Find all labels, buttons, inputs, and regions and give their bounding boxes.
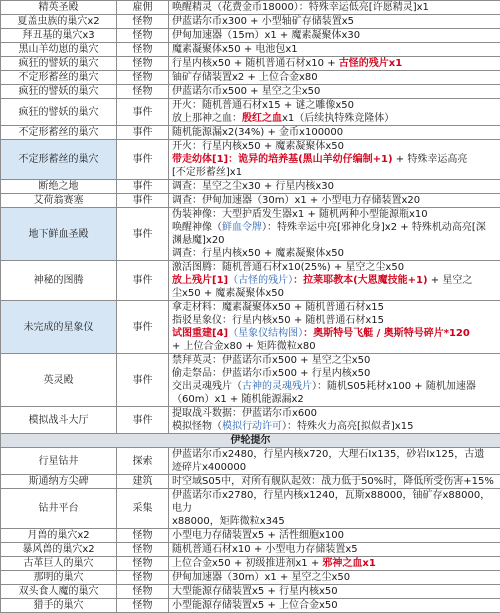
description-text: 伪装神像：大型护盾发生器x1 + 随机两种小型能源瓶x10	[172, 209, 428, 220]
reward-description-cell	[169, 43, 500, 57]
description-text: 调查：行星内核x50 + 魔素凝聚体x50	[172, 248, 344, 259]
location-name-cell: 双头食人魔的巢穴	[1, 585, 117, 599]
description-text: 开火：行星内核x50 + 魔素凝聚体x50	[172, 141, 344, 152]
description-text: 唤醒神像（	[172, 222, 222, 233]
location-type-cell: 怪物	[117, 29, 169, 43]
reward-description-cell	[169, 301, 500, 354]
table-row	[1, 194, 500, 208]
reward-description-cell	[169, 599, 500, 613]
table-row	[1, 126, 500, 140]
reward-description-cell	[169, 571, 500, 585]
description-text: 魔素凝聚体x50 + 电池包x1	[172, 44, 298, 55]
description-text: + 星空之	[428, 275, 473, 286]
reward-description-cell	[169, 489, 500, 529]
highlighted-text: 模拟行动许可	[222, 421, 282, 432]
reward-description-cell	[169, 85, 500, 99]
table-row	[1, 585, 500, 599]
location-type-cell: 怪物	[117, 57, 169, 71]
table-row	[1, 208, 500, 261]
location-name-cell: 夏盖虫族的巢穴x2	[1, 15, 117, 29]
description-text: 尘x50 + 魔素凝聚体x50	[172, 288, 284, 299]
location-type-cell: 怪物	[117, 85, 169, 99]
location-name-cell: 英灵殿	[1, 354, 117, 407]
description-text: 小型能源存储装置x5 + 上位合金x50	[172, 600, 338, 611]
description-text: 伊蓝诺尔币x300 + 小型轴矿存储装置x5	[172, 16, 354, 27]
location-type-cell: 事件	[117, 354, 169, 407]
reward-description-cell	[169, 57, 500, 71]
table-row	[1, 448, 500, 475]
table-row	[1, 571, 500, 585]
reward-description-cell	[169, 261, 500, 301]
location-type-cell: 事件	[117, 194, 169, 208]
highlighted-text: 邪神之血x1	[322, 558, 375, 569]
description-text: 铀矿存储装置x2 + 上位合金x80	[172, 72, 318, 83]
description-text: 提取战斗数据：伊蓝诺尔币x600	[172, 408, 317, 419]
description-text: 调查：伊甸加速器（30m）x1 + 小型电力存储装置x20	[172, 195, 420, 206]
table-row	[1, 529, 500, 543]
location-type-cell: 事件	[117, 126, 169, 140]
section-header-row	[1, 434, 500, 448]
description-text: 伊蓝诺尔币x2480，行星内核x720，大理石Ⅰx135，砂岩Ⅰx125，古遗	[172, 449, 484, 460]
reward-description-cell	[169, 71, 500, 85]
reward-description-cell	[169, 180, 500, 194]
description-text: ）：特殊火力高亮[拟似者]x15	[282, 421, 413, 432]
description-text: + 特殊幸运高亮	[393, 154, 468, 165]
location-name-cell: 猎手的巢穴	[1, 599, 117, 613]
location-type-cell: 怪物	[117, 71, 169, 85]
table-row	[1, 599, 500, 613]
location-name-cell: 精英圣殿	[1, 1, 117, 15]
description-text: 随机能源漏x2(34%) + 金币x100000	[172, 127, 343, 138]
location-type-cell: 怪物	[117, 585, 169, 599]
location-type-cell: 怪物	[117, 543, 169, 557]
table-row	[1, 71, 500, 85]
description-text: 开火：随机普通石材x15 + 谜之雕像x50	[172, 100, 354, 111]
reward-description-cell	[169, 194, 500, 208]
location-name-cell: 拜丑基的巢穴x3	[1, 29, 117, 43]
table-row	[1, 354, 500, 407]
location-type-cell: 事件	[117, 407, 169, 434]
table-row	[1, 29, 500, 43]
reward-description-cell	[169, 407, 500, 434]
description-text: 小型电力存储装置x5 + 活性细胞x100	[172, 530, 344, 541]
description-text: 大型能源存储装置x5 + 行星内核x50	[172, 586, 338, 597]
description-text: 伊甸加速器（30m）x1 + 星空之尘x50	[172, 572, 350, 583]
description-text: 偷走祭品：伊蓝诺尔币x500 + 行星内核x50	[172, 368, 370, 379]
location-name-cell: 疯狂的譬妖的巢穴	[1, 85, 117, 99]
location-name-cell: 行星钻井	[1, 448, 117, 475]
table-row	[1, 57, 500, 71]
location-type-cell: 怪物	[117, 571, 169, 585]
reward-description-cell	[169, 29, 500, 43]
highlighted-text: 带走幼体[1]：诡异的培养基(黑山羊幼仔编制+1)	[172, 154, 393, 165]
location-type-cell: 怪物	[117, 599, 169, 613]
location-name-cell: 疯狂的譬妖的巢穴	[1, 99, 117, 126]
table-row	[1, 140, 500, 180]
table-row	[1, 489, 500, 529]
highlighted-text: ：奥斯特号飞艇 / 奥斯特号碎片*120	[303, 328, 470, 339]
location-name-cell: 斯通纳方尖碑	[1, 475, 117, 489]
location-type-cell: 事件	[117, 301, 169, 354]
highlighted-text: 古怪的残片x1	[339, 58, 402, 69]
description-text: 迹碎片x400000	[172, 462, 246, 473]
description-text: 随机普通石材x10 + 小型电力存储装置x5	[172, 544, 358, 555]
description-text: ）：随机S05耗材x100 + 随机加速器	[312, 381, 476, 392]
description-text: 调查：星空之尘x30 + 行星内核x30	[172, 181, 334, 192]
description-text: 放上那神之血：	[172, 113, 242, 124]
description-text: + 上位合金x80 + 矩阵微粒x80	[172, 341, 316, 352]
description-text: 指驳星象仪：行星内核x50 + 随机普通石材x15	[172, 315, 384, 326]
highlighted-text: ：拉莱耶教本(大恩魔技能+1)	[293, 275, 427, 286]
reward-description-cell	[169, 354, 500, 407]
description-text: 行星内核x50 + 随机普通石材x10 +	[172, 58, 339, 69]
reward-description-cell	[169, 543, 500, 557]
description-text: （60m）x1 + 随机能源漏x2	[172, 394, 304, 405]
location-name-cell: 月兽的巢穴x2	[1, 529, 117, 543]
table-row	[1, 261, 500, 301]
description-text: 时空域S05中，对所有舰队起效：战力低于50%时，降低所受伤害+15%	[172, 476, 494, 487]
table-row	[1, 99, 500, 126]
highlighted-text: （古怪的残片）	[228, 275, 293, 286]
location-name-cell: 暴风兽的巢穴x2	[1, 543, 117, 557]
location-type-cell: 采集	[117, 489, 169, 529]
description-text: 上位合金x50 + 初级推进剂x1 +	[172, 558, 322, 569]
location-name-cell: 模拟战斗大厅	[1, 407, 117, 434]
location-name-cell: 不定形蓄丝的巢穴	[1, 71, 117, 85]
table-body	[1, 1, 500, 613]
location-name-cell: 断绝之地	[1, 180, 117, 194]
description-text: 伊甸加速器（15m）x1 + 魔素凝聚体x30	[172, 30, 360, 41]
location-name-cell: 未完成的星象仪	[1, 301, 117, 354]
reward-description-cell	[169, 99, 500, 126]
location-name-cell: 地下鲜血圣殿	[1, 208, 117, 261]
location-name-cell: 那明的巢穴	[1, 571, 117, 585]
description-text: ）：特殊幸运中亮[邪神化身]x2 + 特殊机动高亮[深	[262, 222, 486, 233]
location-name-cell: 神秘的图腾	[1, 261, 117, 301]
reward-description-cell	[169, 1, 500, 15]
description-text: 激活图腾：随机普通石材x10(25%) + 星空之尘x50	[172, 262, 404, 273]
description-text: 交出灵魂残片（	[172, 381, 242, 392]
section-title: 伊轮提尔	[1, 434, 500, 448]
highlighted-text: 放上残片[1]	[172, 275, 228, 286]
location-type-cell: 事件	[117, 99, 169, 126]
reward-description-cell	[169, 475, 500, 489]
location-type-cell: 事件	[117, 261, 169, 301]
table-row	[1, 543, 500, 557]
reward-description-cell	[169, 208, 500, 261]
description-text: 渊悬魔]x20	[172, 235, 225, 246]
description-text: 伊蓝诺尔币x2780，行星内核x1240，瓦斯x88000，铀矿存x88000，电力	[172, 490, 490, 514]
highlighted-text: 殷红之血	[242, 113, 282, 124]
highlighted-text: （星象仪结构图）	[228, 328, 303, 339]
table-row	[1, 85, 500, 99]
reward-description-cell	[169, 140, 500, 180]
description-text: 模拟怪物（	[172, 421, 222, 432]
location-name-cell: 古革巨人的巢穴	[1, 557, 117, 571]
location-type-cell: 怪物	[117, 557, 169, 571]
reward-description-cell	[169, 557, 500, 571]
location-name-cell: 钻井平台	[1, 489, 117, 529]
description-text: [不定形蓄丝]x1	[172, 167, 242, 178]
highlighted-text: 鲜血令牌	[222, 222, 262, 233]
table-row	[1, 43, 500, 57]
highlighted-text: 试图重建[4]	[172, 328, 228, 339]
table-row	[1, 301, 500, 354]
description-text: 伊蓝诺尔币x500 + 星空之尘x50	[172, 86, 320, 97]
location-type-cell: 事件	[117, 140, 169, 180]
location-name-cell: 黑山羊幼崽的巢穴	[1, 43, 117, 57]
table-row	[1, 557, 500, 571]
location-type-cell: 探索	[117, 448, 169, 475]
table-row	[1, 15, 500, 29]
table-row	[1, 1, 500, 15]
location-type-cell: 建筑	[117, 475, 169, 489]
location-type-cell: 怪物	[117, 15, 169, 29]
location-type-cell: 事件	[117, 208, 169, 261]
reward-description-cell	[169, 529, 500, 543]
location-type-cell: 事件	[117, 180, 169, 194]
description-text: x88000，矩阵微粒x345	[172, 516, 285, 527]
reward-description-cell	[169, 448, 500, 475]
description-text: 唤醒精灵（花费金币18000）：特殊幸运低亮[许愿精灵]x1	[172, 2, 429, 13]
location-name-cell: 疯狂的譬妖的巢穴	[1, 57, 117, 71]
location-name-cell: 不定形蓄丝的巢穴	[1, 140, 117, 180]
location-name-cell: 艾荷翁赛塞	[1, 194, 117, 208]
reward-description-cell	[169, 585, 500, 599]
location-type-cell: 怪物	[117, 529, 169, 543]
table-row	[1, 407, 500, 434]
table-row	[1, 180, 500, 194]
description-text: 拿走材料：魔素凝聚体x50 + 随机普通石材x15	[172, 302, 384, 313]
highlighted-text: 古神的灵魂残片	[242, 381, 312, 392]
location-type-cell: 雇佣	[117, 1, 169, 15]
description-text: 禁拜英灵：伊蓝诺尔币x500 + 星空之尘x50	[172, 355, 370, 366]
description-text: x1（后续执特殊竞隆体）	[282, 113, 394, 124]
table-row	[1, 475, 500, 489]
reward-description-cell	[169, 126, 500, 140]
reward-description-cell	[169, 15, 500, 29]
location-name-cell: 不定形蓄丝的巢穴	[1, 126, 117, 140]
location-type-cell: 怪物	[117, 43, 169, 57]
